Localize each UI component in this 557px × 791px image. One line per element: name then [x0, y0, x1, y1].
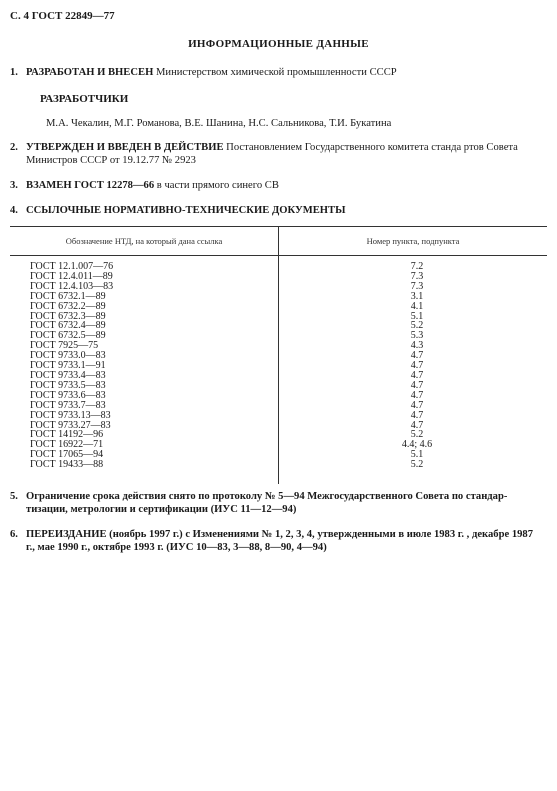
clause-number-cell: 5.2: [410, 459, 424, 471]
col-header-document: Обозначение НТД, на который дана ссылка: [10, 227, 279, 256]
doc-designation-cell: ГОСТ 17065—94: [10, 450, 279, 460]
table-body: [10, 256, 547, 485]
item-6-number: 6.: [10, 529, 18, 540]
item-5: [10, 490, 543, 516]
item-6: [10, 528, 543, 554]
clause-number-cell: 5.1: [410, 310, 424, 322]
developers-label: РАЗРАБОТЧИКИ: [40, 93, 129, 105]
item-1-text: Министерством химической промышленности СССР: [153, 67, 397, 78]
table-row: [10, 460, 547, 470]
item-4-number: 4.: [10, 205, 18, 216]
doc-designation-cell: ГОСТ 9733.27—83: [10, 421, 279, 431]
item-5-text: Ограничение срока действия снято по протоколу № 5—94 Межгосударственного Совета по стандар-тизации, метрологии и сертификации (ИУС 11—12—94): [26, 491, 508, 515]
doc-designation-cell: ГОСТ 9733.4—83: [10, 371, 279, 381]
item-1: [10, 66, 543, 79]
clause-number-cell: 7.2: [410, 261, 424, 272]
item-3-heading: ВЗАМЕН ГОСТ 12278—66: [26, 180, 155, 191]
table-end-row: [10, 470, 547, 484]
clause-number-cell: 7.3: [410, 280, 424, 292]
item-2: [10, 141, 543, 167]
doc-designation-cell: ГОСТ 7925—75: [10, 341, 279, 351]
doc-designation-cell: ГОСТ 12.1.007—76: [10, 262, 279, 272]
item-3-number: 3.: [10, 180, 18, 191]
item-4-heading: ССЫЛОЧНЫЕ НОРМАТИВНО-ТЕХНИЧЕСКИЕ ДОКУМЕНТЫ: [26, 205, 346, 216]
clause-number-cell: 4.7: [410, 409, 424, 421]
doc-designation-cell: ГОСТ 6732.1—89: [10, 292, 279, 302]
col-header-clause: Номер пункта, подпункта: [366, 236, 460, 246]
clause-number-cell: 4.4; 4.6: [401, 439, 433, 451]
doc-designation-cell: ГОСТ 9733.7—83: [10, 401, 279, 411]
doc-designation-cell: ГОСТ 9733.5—83: [10, 381, 279, 391]
doc-designation-cell: ГОСТ 14192—96: [10, 430, 279, 440]
doc-designation-cell: ГОСТ 6732.3—89: [10, 312, 279, 322]
doc-designation-cell: ГОСТ 6732.2—89: [10, 302, 279, 312]
clause-number-cell: 5.1: [410, 449, 424, 461]
clause-number-cell: 4.7: [410, 379, 424, 391]
doc-designation-cell: ГОСТ 6732.5—89: [10, 331, 279, 341]
doc-designation-cell: ГОСТ 12.4.011—89: [10, 272, 279, 282]
clause-number-cell: 4.7: [410, 369, 424, 381]
item-2-heading: УТВЕРЖДЕН И ВВЕДЕН В ДЕЙСТВИЕ: [26, 142, 224, 153]
doc-designation-cell: ГОСТ 9733.13—83: [10, 411, 279, 421]
clause-number-cell: 4.7: [410, 389, 424, 401]
doc-designation-cell: ГОСТ 6732.4—89: [10, 321, 279, 331]
clause-number-cell: 4.7: [410, 360, 424, 372]
references-table: [10, 226, 547, 484]
item-6-text: (ноябрь 1997 г.) с Изменениями № 1, 2, 3, 4, утвержденными в июле 1983 г. , декабре 1987 г., мае 1990 г., октябре 1993 г. (ИУС 10—83, 3—88, 8—90, 4—94): [26, 529, 534, 553]
item-5-number: 5.: [10, 491, 18, 502]
end-cell: [10, 470, 279, 484]
doc-designation-cell: ГОСТ 9733.1—91: [10, 361, 279, 371]
doc-designation-cell: ГОСТ 12.4.103—83: [10, 282, 279, 292]
clause-number-cell: 4.7: [410, 350, 424, 362]
end-cell: [279, 470, 548, 484]
clause-number-cell: 4.1: [410, 300, 424, 312]
doc-designation-cell: ГОСТ 16922—71: [10, 440, 279, 450]
clause-number-cell: 7.3: [410, 270, 424, 282]
clause-number-cell: 4.7: [410, 399, 424, 411]
item-2-number: 2.: [10, 142, 18, 153]
item-2-text: Постановлением Государственного комитета станда ртов Совета Министров СССР от 19.12.77 № 2923: [26, 142, 518, 166]
clause-number-cell: 5.2: [410, 429, 424, 441]
item-3-text: в части прямого синего СВ: [154, 180, 279, 191]
clause-number-cell: 4.3: [410, 340, 424, 352]
doc-designation-cell: ГОСТ 9733.0—83: [10, 351, 279, 361]
table-header-row: [10, 227, 547, 256]
authors-list: М.А. Чекалин, М.Г. Романова, В.Е. Шанина, Н.С. Сальникова, Т.И. Букатина: [46, 118, 392, 129]
item-6-heading: ПЕРЕИЗДАНИЕ: [26, 529, 107, 540]
section-title: ИНФОРМАЦИОННЫЕ ДАННЫЕ: [188, 38, 369, 50]
clause-number-cell: 5.3: [410, 330, 424, 342]
doc-designation-cell: ГОСТ 9733.6—83: [10, 391, 279, 401]
item-1-heading: РАЗРАБОТАН И ВНЕСЕН: [26, 67, 154, 78]
clause-number-cell: 5.2: [410, 320, 424, 332]
page-header: С. 4 ГОСТ 22849—77: [10, 10, 115, 22]
item-4: [10, 204, 543, 217]
doc-designation-cell: ГОСТ 19433—88: [10, 460, 279, 470]
clause-number-cell: 3.1: [410, 290, 424, 302]
clause-number-cell: 4.7: [410, 419, 424, 431]
table-row: [10, 411, 547, 421]
item-1-number: 1.: [10, 67, 18, 78]
item-3: [10, 179, 543, 192]
